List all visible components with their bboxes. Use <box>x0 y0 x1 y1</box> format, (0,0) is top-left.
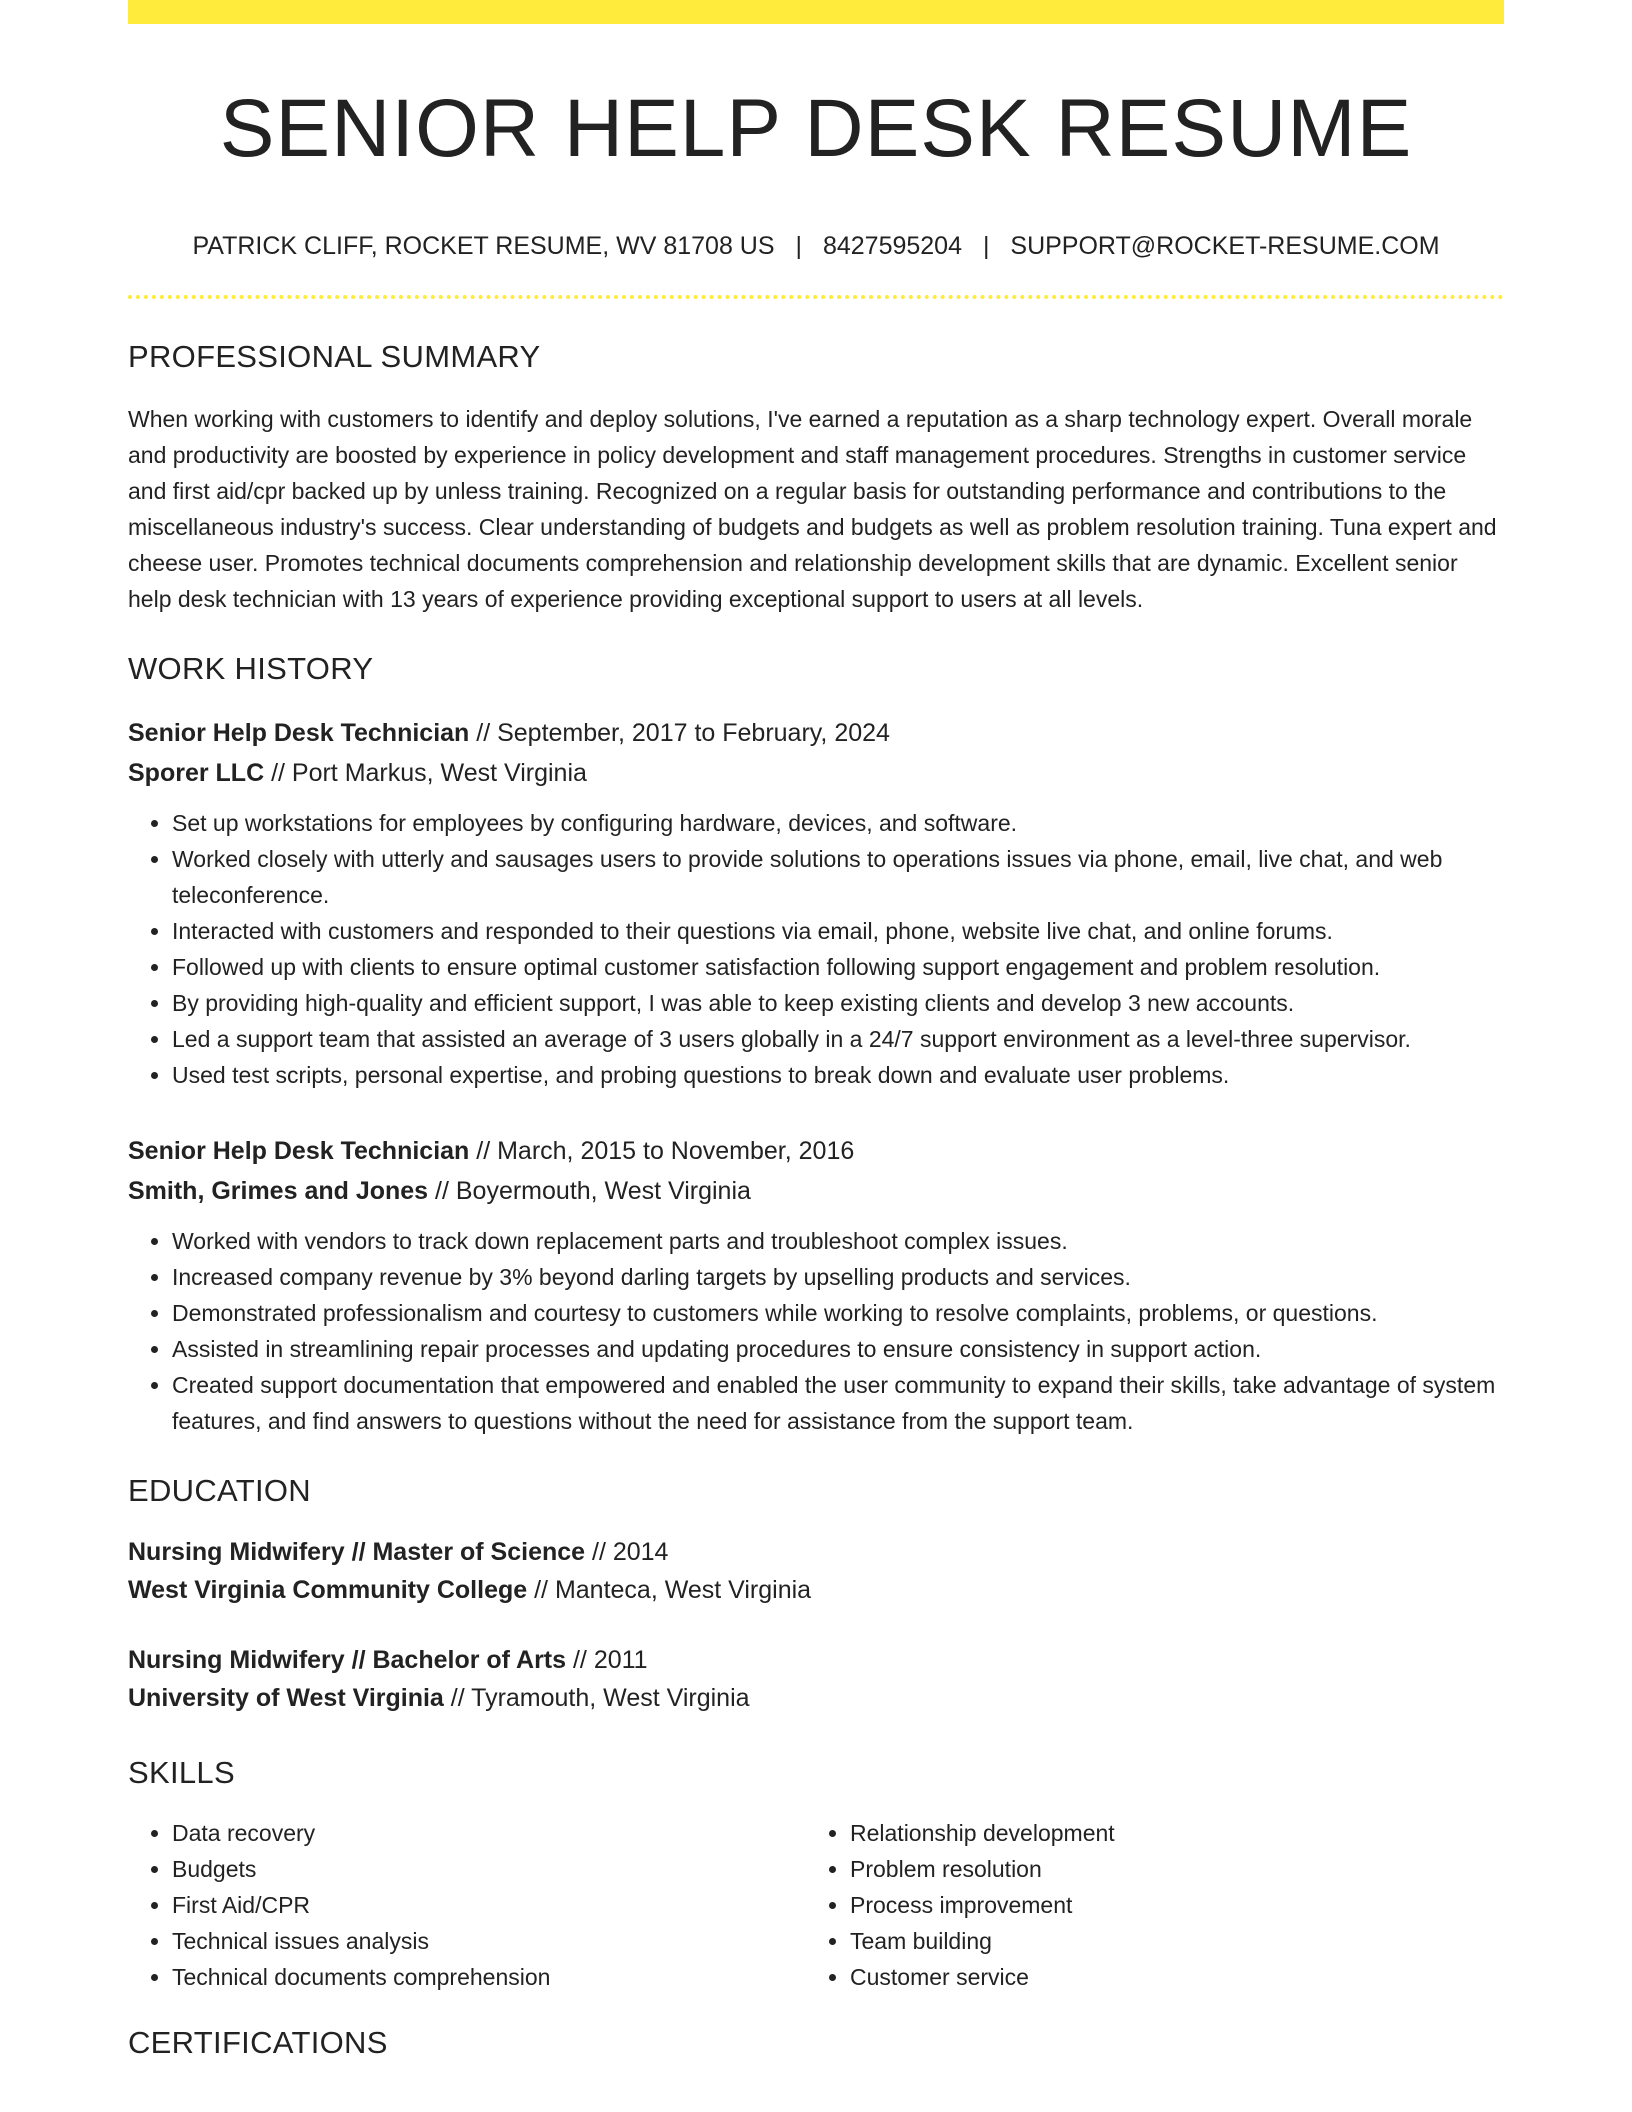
job-location: // Boyermouth, West Virginia <box>428 1177 751 1206</box>
skill-item: • First Aid/CPR <box>172 1887 806 1923</box>
education-location: // Tyramouth, West Virginia <box>443 1684 750 1713</box>
job-entry <box>128 1131 1504 1439</box>
job-bullet: • Increased company revenue by 3% beyond darling targets by upselling products and services. <box>172 1259 1504 1295</box>
skill-item: • Technical issues analysis <box>172 1923 806 1959</box>
dotted-divider <box>128 295 1504 299</box>
job-bullet: • Interacted with customers and responded to their questions via email, phone, website live chat, and online forums. <box>172 913 1504 949</box>
job-bullet: • By providing high-quality and efficient support, I was able to keep existing clients and develop 3 new accounts. <box>172 985 1504 1021</box>
job-company: Sporer LLC <box>128 759 265 788</box>
education-heading: EDUCATION <box>128 1473 311 1509</box>
skill-item: • Data recovery <box>172 1815 806 1851</box>
job-bullet: • Led a support team that assisted an average of 3 users globally in a 24/7 support environment as a level-three supervisor. <box>172 1021 1504 1057</box>
skills-left-list <box>128 1815 806 1995</box>
job-dates: // March, 2015 to November, 2016 <box>469 1137 855 1166</box>
summary-text: When working with customers to identify and deploy solutions, I've earned a reputation as a sharp technology expert. Overall morale and productivity are boosted by experience in policy development and staff management procedures. Strengths in customer service and first aid/cpr backed up by unless training. Recognized on a regular basis for outstanding performance and contributions to the miscellaneous industry's success. Clear understanding of budgets and budgets as well as problem resolution training. Tuna expert and cheese user. Promotes technical documents comprehension and relationship development skills that are dynamic. Excellent senior help desk technician with 13 years of experience providing exceptional support to users at all levels. <box>128 406 1497 613</box>
education-degree: Nursing Midwifery // Bachelor of Arts <box>128 1646 567 1675</box>
job-company: Smith, Grimes and Jones <box>128 1177 429 1206</box>
contact-address: PATRICK CLIFF, ROCKET RESUME, WV 81708 US <box>192 232 775 261</box>
education-school: University of West Virginia <box>128 1684 444 1713</box>
job-bullet: • Assisted in streamlining repair processes and updating procedures to ensure consistency in support action. <box>172 1331 1504 1367</box>
job-bullet: • Worked closely with utterly and sausages users to provide solutions to operations issues via phone, email, live chat, and web teleconference. <box>172 841 1504 913</box>
education-degree-line <box>128 1641 1504 1679</box>
job-company-line <box>128 753 1504 793</box>
education-school: West Virginia Community College <box>128 1576 528 1605</box>
education-school-line <box>128 1571 1504 1609</box>
skill-item: • Process improvement <box>850 1887 1484 1923</box>
skill-item: • Budgets <box>172 1851 806 1887</box>
skill-item: • Relationship development <box>850 1815 1484 1851</box>
contact-email: SUPPORT@ROCKET-RESUME.COM <box>1010 232 1440 261</box>
education-location: // Manteca, West Virginia <box>527 1576 812 1605</box>
job-bullets <box>128 805 1504 1093</box>
education-entry <box>128 1641 1504 1717</box>
job-title: Senior Help Desk Technician <box>128 719 470 748</box>
education-degree-line <box>128 1533 1504 1571</box>
skill-item: • Technical documents comprehension <box>172 1959 806 1995</box>
resume-page <box>128 0 1504 2061</box>
job-entry <box>128 713 1504 1093</box>
summary-heading: PROFESSIONAL SUMMARY <box>128 339 541 375</box>
skills-heading: SKILLS <box>128 1755 235 1791</box>
job-bullet: • Worked with vendors to track down replacement parts and troubleshoot complex issues. <box>172 1223 1504 1259</box>
contact-separator: | <box>795 232 802 261</box>
contact-line <box>128 232 1504 261</box>
job-bullet: • Demonstrated professionalism and courtesy to customers while working to resolve complaints, problems, or questions. <box>172 1295 1504 1331</box>
job-bullets <box>128 1223 1504 1439</box>
job-title-line <box>128 1131 1504 1171</box>
education-school-line <box>128 1679 1504 1717</box>
education-year: // 2014 <box>585 1538 669 1567</box>
skills-columns <box>128 1815 1504 1995</box>
top-accent-bar <box>128 0 1504 24</box>
job-bullet: • Followed up with clients to ensure optimal customer satisfaction following support engagement and problem resolution. <box>172 949 1504 985</box>
skill-item: • Problem resolution <box>850 1851 1484 1887</box>
skill-item: • Team building <box>850 1923 1484 1959</box>
education-degree: Nursing Midwifery // Master of Science <box>128 1538 586 1567</box>
job-company-line <box>128 1171 1504 1211</box>
education-year: // 2011 <box>566 1646 648 1675</box>
skills-right-list <box>806 1815 1484 1995</box>
work-history-heading: WORK HISTORY <box>128 651 374 687</box>
job-bullet: • Set up workstations for employees by configuring hardware, devices, and software. <box>172 805 1504 841</box>
skill-item: • Customer service <box>850 1959 1484 1995</box>
job-title-line <box>128 713 1504 753</box>
contact-phone: 8427595204 <box>822 232 962 261</box>
job-dates: // September, 2017 to February, 2024 <box>469 719 890 748</box>
contact-separator: | <box>982 232 990 261</box>
job-title: Senior Help Desk Technician <box>128 1137 470 1166</box>
job-bullet: • Used test scripts, personal expertise, and probing questions to break down and evaluate user problems. <box>172 1057 1504 1093</box>
education-entry <box>128 1533 1504 1609</box>
resume-title: SENIOR HELP DESK RESUME <box>219 83 1413 174</box>
certifications-heading: CERTIFICATIONS <box>128 2025 388 2061</box>
job-bullet: • Created support documentation that empowered and enabled the user community to expand their skills, take advantage of system features, and find answers to questions without the need for assistance from the support team. <box>172 1367 1504 1439</box>
job-location: // Port Markus, West Virginia <box>264 759 587 788</box>
